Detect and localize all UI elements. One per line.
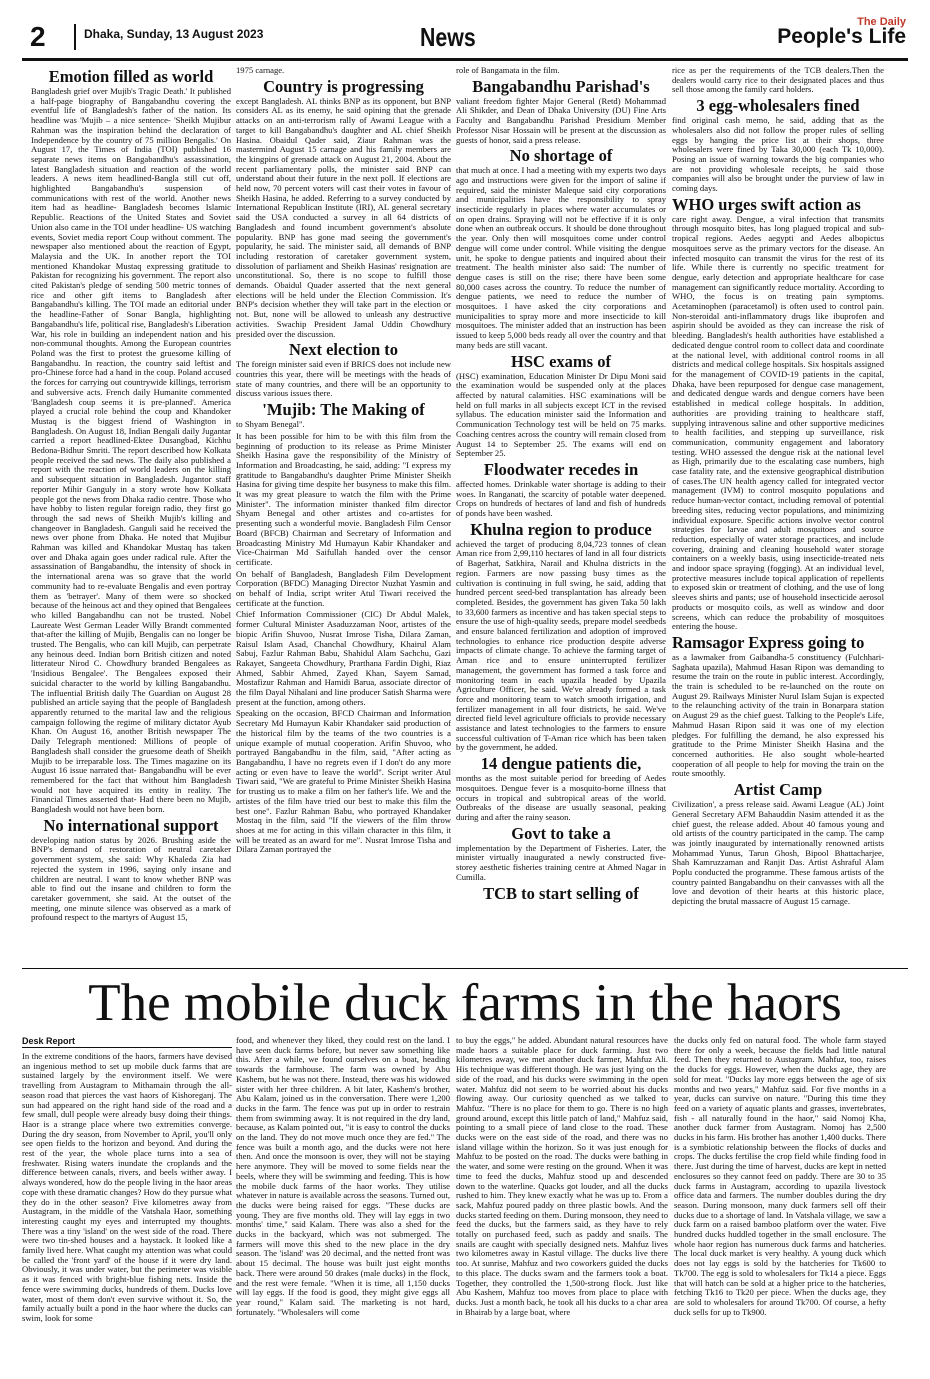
article-text: Civilization', a press release said. Awami League (AL) Joint General Secretary AFM Bahauddin Nasim attended it as the chief guest, the release added. About 40 famous young and old artists of the country participated in the camp. The camp was jointly inaugurated by internationally renowned artists Mohammad Yunus, Tarun Ghosh, Bipool Bhattacharjee, Shah Kamruzzaman and Ranjit Das. Artist Ashraful Alam Poplu conducted the programme. These famous artists of the country painted Bangabandhu on their canvasses with all the love and devotion of their hearts at this historic place, depicting the brutal massacre of August 15 carnage. xyxy=(672,799,884,907)
headline-dengue-patients: 14 dengue patients die, xyxy=(480,754,642,774)
top-rule xyxy=(22,58,908,61)
feature-column-1 xyxy=(22,1052,232,1372)
headline-country-progressing: Country is progressing xyxy=(263,76,424,96)
headline-no-shortage: No shortage of xyxy=(509,146,613,166)
newspaper-logo xyxy=(777,16,906,49)
article-text: It has been possible for him to be with this film from the beginning of production to its release as Prime Minister Sheikh Hasina gave the responsibility of the Ministry of Information and Broadcasting, he said, adding: "I express my gratitude to Bangabandhu's daughter Prime Minister Sheikh Hasina for giving time despite her busyness to make this film. It was my great pleasure to watch the film with the Prime Minister". The information minister thanked film director Shyam Benegal and other artistes and co-artistes for presenting such a wonderful movie. Bangladesh Film Censor Board (BFCB) Chairman and Secretary of Information and Broadcasting Ministry Md Humayun Kabir Khandaker and Vice-Chairman Md Saifullah handed over the censor certificate. xyxy=(236,430,451,567)
article-text: except Bangladesh. AL thinks BNP as its opponent, but BNP considers AL as its enemy, he said opining that the grenade attacks on an anti-terrorism rally of Awami League with a target to kill Bangabandhu's daughter and AL chief Sheikh Hasina. Obaidul Qader said, Ziaur Rahman was the mastermind August 15 carnage and his family members are the kingpins of grenade attack on August 21, 2004. About the recent parliamentary polls, the minister said BNP can understand about their future in the next poll. If elections are held now, 70 percent voters will cast their votes in favour of Sheikh Hasina, he added. Referring to a survey conducted by International Republican Institute (IRI), AL general secretary said the USA conducted a survey in all 64 districts of Bangladesh and found incumbent government's absolute popularity. BNP has gone mad seeing the government's popularity, he said. The minister said, all demands of BNP including restoration of caretaker government system, dissolution of parliament and Sheikh Hasinas' resignation are unconstitutional. So, there is no scope to fulfill those demands. Obaidul Quader asserted that the next general elections will be held under the Election Commission. It's BNP's decision whether they will take part in the election or not. But, none will be allowed to unleash any destructive activities. Swachip President Jamal Uddin Chowdhury presided over the discussion. xyxy=(236,95,451,339)
headline-next-election: Next election to xyxy=(288,340,399,360)
divider xyxy=(74,24,76,50)
column-1 xyxy=(31,66,231,966)
headline-hsc-exams: HSC exams of xyxy=(511,351,611,371)
feature-column-3 xyxy=(456,1036,668,1372)
article-text: find original cash memo, he said, adding that as the wholesalers also did not follow the proper rules of selling eggs by hanging the price list at their shops, three wholesalers were fined by Taka 30,000 (each Tk 10,000). Posing an issue of warning towards the big companies who are not providing wholesale receipts, he said those companies will also be brought under the purview of law in coming days. xyxy=(672,115,884,194)
headline-tcb: TCB to start selling of xyxy=(483,883,639,903)
article-text: developing nation status by 2026. Brushing aside the BNP's demand of restoration of neutral caretaker government system, she said: Why Khaleda Zia had rejected the system in 1996, saying only insane and children are neutral. I want to know whether BNP was able to find out the insane and children to form the caretaker government, she said. At the outset of the meeting, one minute silence was observed as a mark of profound respect to the martyrs of August 15, xyxy=(31,834,231,923)
logo-main: People's Life xyxy=(777,25,906,48)
article-text: On behalf of Bangladesh, Bangladesh Film Development Corporation (BFDC) Managing Director Nuzhat Yasmin and on behalf of India, script writer Atul Tiwari received the certificate at the function. xyxy=(236,568,451,608)
headline-ramsagor: Ramsagor Express going to xyxy=(672,632,865,652)
article-text: as a lawmaker from Gaibandha-5 constituency (Fulchhari-Saghata upazila), Mahmud Hasan Ripon was demanding to resume the train on the route in public interest. Accordingly, the train is scheduled to be re-launched on the route on August 29. Railways Minister Nurul Islam Sujan is expected to the relaunching activity of the train in Bonarpara station on August 29 as the chief guest. Talking to the People's Life, Mahmud Hasan Ripon said it was one of my election pledges. For fulfilling the demand, he also expressed his gratitude to the Prime Minister Sheikh Hasina and the concerned authorities. He also sought whole-hearted cooperation of all people to help for moving the train on the route smoothly. xyxy=(672,651,884,779)
section-rule xyxy=(22,968,908,969)
article-text: Speaking on the occasion, BFCD Chairman and Information Secretary Md Humayun Kabir Khandaker said production of the historical film by the teams of the two countries is a unique example of mutual cooperation. Arifin Shuvoo, who portrayed Bangabandhu in the film, said, "After acting as Bangabandhu, I have no regrets even if I don't do any more acting or even have to leave the world". Script writer Atul Tiwari said, "We are grateful to Prime Minister Sheikh Hasina for trusting us to make a film on her father's life. We and the artistes of the film have tried our best to make this film the best one". Fazlur Rahman Babu, who portrayed Khandaker Mostaq in the film, said "If the viewers of the film throw shoes at me for acting in this villain character in this film, it will be treated as an award for me". Nusrat Imrose Tisha and Dilara Zaman portrayed the xyxy=(236,708,451,855)
article-text: to buy the eggs," he added. Abundant natural resources have made haors a suitable place for duck farming. Just two kilometres away, we met another duck farmer, Mahfuz Ali. His technique was different though. He was just lying on the side of the road, and his ducks were swimming in the open water. Mahfuz did not seem to be worried about his ducks flowing away. Our curiosity quenched as we talked to Mahfuz. "There is no place for them to go. There is no high ground around, except this little patch of land," Mahfuz said, pointing to a small piece of land close to the road. These ducks were on the east side of the road, and there was no island village within the horizon. So it was just enough for Mahfuz to be posted on the road. The ducks were bathing in the water, and some were resting on the ground. When it was time to feed the ducks, Mahfuz stood up and descended down to the waterline. Quacks got louder, and all the ducks rushed to him. They knew exactly what he was up to. From a sack, Mahfuz poured paddy on three plastic bowls. And the ducks started feeding on them. During monsoon, they need to feed the ducks, but the farmers said, as they have to rely totally on purchased feed, such as paddy and snails. The snails are caught with specially designed nets. Mahfuz lives two kilometres away in Kastul village. The ducks live there too. At sunrise, Mahfuz and two coworkers guided the ducks to this place. The ducks swam and the farmers took a boat. Together, they controlled the 1,500-strong flock. Just like Abu Kashem, Mahfuz too moves from place to place with ducks. Just a month back, he took all his ducks to a char area in Bhairab by a large boat, where xyxy=(456,1036,668,1317)
byline: Desk Report xyxy=(22,1036,76,1046)
byline-rule xyxy=(22,1047,232,1048)
dateline: Dhaka, Sunday, 13 August 2023 xyxy=(84,27,264,41)
article-text: 1975 carnage. xyxy=(236,66,285,75)
headline-no-support: No international support xyxy=(43,815,219,835)
headline-mujib-making: 'Mujib: The Making of xyxy=(262,400,425,420)
headline-egg-wholesalers: 3 egg-wholesalers fined xyxy=(696,96,860,116)
article-text: food, and whenever they liked, they could rest on the land. I have seen duck farms before, but never saw something like this. After a while, we found ourselves on a boat, heading towards the farmhouse. The farm was owned by Abu Kashem, but he was not there. Instead, there was his widowed sister with her three children. A bit later, Kashem's brother, Abu Kalam, joined us in the conversation. There were 1,200 ducks in the farm. The fence was put up in order to restrain them from swimming away. It is not required in the dry land, because, as Kalam pointed out, "it is easy to control the ducks on the land. They do not move much once they are fed." The fence was built a month ago, and the ducks were not here then. And once the monsoon is over, they will not be staying here anymore. They will be moved to some fields near the beels, where they will be swimming and feeding. This is how the mobile duck farms of the haor works. They utilise whatever in nature is available across the seasons. Turned out, the ducks were being raised for eggs. "These ducks are young. They are five months old. They will lay eggs in two months' time," said Kalam. There was also a shed for the ducks in the backyard, which was not submerged. The farmers will move this shed to the new place in the dry season. The 'island' was 20 decimal, and the netted front was about 15 decimal. The house was built just eight months back. There were around 50 drakes (male ducks) in the flock, and the rest were female. "When it is time, all 1,150 ducks will lay eggs. If the food is good, they might give eggs all year round," Kalam said. The marketing is not hard, fortunately. "Wholesalers will come xyxy=(236,1036,450,1317)
headline-floodwater: Floodwater recedes in xyxy=(483,459,639,479)
article-text: rice as per the requirements of the TCB dealers.Then the dealers would carry rice to their designated places and thus sell those among the family card holders. xyxy=(672,66,884,95)
feature-column-2 xyxy=(236,1036,450,1372)
article-text: affected homes. Drinkable water shortage is adding to their woes. In Ranganati, the scarcity of potable water deepened. Crops on hundreds of hectares of land and fish of hundreds of ponds have been washed. xyxy=(456,478,666,519)
section-title: News xyxy=(420,22,476,52)
article-text: In the extreme conditions of the haors, farmers have devised an ingenious method to set up mobile duck farms that are sustained largely by the environment itself. We were travelling from Austagram to Mithamain through the all-season road that pierces the vast haors of Kishoreganj. The sun had appeared on the right hand side of the road and a few small, dull people were already busy doing their things. Haor is a strange place where two extremities converge. During the dry season, from November to April, you'll only see open fields to the horizon and beyond. And during the rest of the year, the whole place turns into a sea of freshwater. Rising waters inundate the croplands and the difference between canals, rivers, and beels wither away. I always wondered, how do the people living in the haor areas cope with these dramatic changes? How do they pursue what they do in the other season? Five kilometres away from Austagram, in the middle of the Vatshala Haor, something interesting caught my eyes and interrupted my thoughts. There was a tiny 'island' on the west side of the road. There were two tin-shed houses and a haystack. It looked like a family lived here. What caught my attention was what could be called the 'front yard' of the house if it were dry land. Obviously, it was under water, but the perimeter was visible as it was fenced with bright-blue fishing nets. Inside the fence were swimming ducks, hundreds of them. Ducks love water, most of them don't even survive without it. So, the family actually built a pond in the haor where the ducks can swim, look for some xyxy=(22,1052,232,1323)
article-text: the ducks only fed on natural food. The whole farm stayed there for only a week, because the fields had little natural feed. Then they returned to Austagram. Mahfuz, too, raises the ducks for eggs. However, when the ducks age, they are sold for meat. "Ducks lay more eggs between the age of six months and two years," Mahfuz said. For five months in a year, ducks can survive on nature. "During this time they feed on a variety of aquatic plants and grasses, invertebrates, fish - all naturally found in the haor," said Nomoj Kha, another duck farmer from Austagram. Nomoj has 2,500 ducks in his farm. His brother has another 1,400 ducks. There is a symbiotic relationship between the flocks of ducks and crops. The ducks fertilise the crop field while finding food in there. Just during the time of harvest, ducks are kept in netted enclosures so they cannot feed on paddy. There are 30 to 35 duck farms in Austagram, according to upazila livestock office data and farmers. The number doubles during the dry season. During monsoon, many duck farmers sell off their ducks due to a shortage of land. In Vatshala village, we saw a duck farm on a raised bamboo platform over the water. Five hundred ducks huddled together in the small enclosure. The whole haor region has numerous duck farms and hatcheries. The local duck market is very healthy. A young duck which does not lay eggs is sold by the hatcheries for Tk600 to Tk700. The egg is sold to wholesalers for Tk14 a piece. Eggs that will hatch can be sold at a higher price to the hatcheries, fetching Tk16 to Tk20 per piece. When the ducks age, they are sold to wholesalers for around Tk700. Of course, a hefty duck sells for up to Tk900. xyxy=(674,1036,886,1317)
headline-bangabandhu-parishad: Bangabandhu Parishad's xyxy=(472,76,650,96)
masthead xyxy=(22,16,908,54)
column-4 xyxy=(672,66,884,966)
feature-column-4 xyxy=(674,1036,886,1372)
article-text: The foreign minister said even if BRICS does not include new countries this year, there will be meetings with the heads of state of many countries, and there will be an opportunity to discuss various issues there. xyxy=(236,359,451,399)
article-text: that much at once. I had a meeting with my experts two days ago and instructions were given for the import of saline if required, said the minister Maleque said city corporations and municipalities have the responsibility to spray insecticide regularly in places where water accumulates or on open drains. Spraying will not be effective if it is only done when an outbreak occurs. It should be done throughout the year. Only then will mosquitoes come under control dengue will come under control. While visiting the dengue unit, he spoke to dengue patients and inquired about their treatment. The health minister also said: The number of dengue cases is still on the rise; there have been some 80,000 cases across the country. To reduce the number of dengue patients, we need to reduce the number of mosquitoes. I have asked the city corporations and municipalities to spray more and more insecticide to kill mosquitoes. The minister added that an instruction has been issued to keep 5,000 beds ready all over the country and that many beds are still vacant. xyxy=(456,165,666,350)
article-text: care right away. Dengue, a viral infection that transmits through mosquito bites, has long plagued tropical and sub-tropical regions. Aedes aegypti and Aedes albopictus mosquitoes serve as the primary vectors for the disease. An infected mosquito can transmit the virus for the rest of its life. While there is currently no specific treatment for dengue, early detection and appropriate healthcare for case management can significantly reduce mortality. According to WHO, the focus is on treating pain symptoms. Acetaminophen (paracetamol) is often used to control pain. Non-steroidal anti-inflammatory drugs like ibuprofen and aspirin should be avoided as they can increase the risk of bleeding. Bangladesh's health authorities have established a dedicated dengue control room to collect data and coordinate at the national level, with additional control rooms in all districts and medical college hospitals. Six hospitals assigned for the management of COVID-19 patients in the capital, Dhaka, have been repurposed for dengue case management, and dedicated dengue wards and dengue corners have been established in medical college hospitals. In addition, authorities are providing training to healthcare staff, supplying intravenous saline and other supportive medicines to health facilities, and stepping up surveillance, risk communication, community engagement and laboratory testing. WHO assessed the dengue risk at the national level as High, primarily due to the escalating case numbers, high case fatality rate, and the extensive geographical distribution of cases.The UN health agency called for integrated vector management (IVM) to control mosquito populations and reduce human-vector contact, including removal of potential breeding sites, reducing vector populations, and minimizing individual exposure. Specific actions involve vector control strategies for larvae and adult mosquitoes and source reduction, especially of water storage practices, and include covering, draining and cleaning household water storage containers on a weekly basis, using insecticide-treated nets and indoor space spraying (fogging). At an individual level, protective measures include topical application of repellents to exposed skin or treatment of clothing, and the use of long sleeves shirts and pants; use of household insecticide aerosol products or mosquito coils, as well as window and door screens, which can reduce the probability of mosquitoes entering the house. xyxy=(672,213,884,632)
page-number: 2 xyxy=(30,21,46,52)
column-3 xyxy=(456,66,666,966)
logo-top: The Daily xyxy=(857,16,906,28)
article-text: achieved the target of producing 8,04,723 tonnes of clean Aman rice from 2,99,110 hectares of land in all four districts of Bagerhat, Satkhira, Narail and Khulna districts in the region. Farmers are now passing busy times as the cultivation is continuing in full swing, he said, adding that hundred percent seed-bed transplantation has already been completed. Besides, the government has given Taka 50 lakh to 33,600 farmers as incentive and has taken special steps to ensure the use of high-quality seeds, prepare model seedbeds and ensure balanced fertilization and adoption of improved technologies to enhance rice production despite adverse impacts of climate change. To achieve the farming target of Aman rice and to ensure uninterrupted fertilizer management, the government has formed a task force and monitoring team in each upazila headed by Upazila Agriculture Officer, he said. We've already formed a task force and monitoring team to watch smooth irrigation, and fertilizer management in all four districts, he said. We've directed field level agriculture officials to provide necessary assistance and latest technologies to the farmers to ensure successful cultivation of T-Aman rice which has been taken by the government, he added. xyxy=(456,538,666,753)
article-text: Bangladesh grief over Mujib's Tragic Death.' It published a half-page biography of Bangabandhu covering the eventful life of Bangladesh's father of the nation. Its headline was 'Mujib – a nice sentence- 'Sheikh Mujibur Rahman was the inspiration behind the declaration of Independence by the country of 75 million Bengalis.' On August 17, the Times of India (TOI) published 16 separate news items on Bangabandhu's assassination, latest Bangladesh situation and reaction of the world leaders. A news item headlined-Bangla still cut off, highlighted Bangabandhu's suspension of communications with rest of the world. Another news item had as headline- Bangladesh becomes Islamic Republic. Reactions of the United States and Soviet Union also came in the TOI under headline- US watching events, Soviet media report Coup without comment. The newspaper also mentioned about the reaction of Egypt, Malaysia and the UK. In another report the TOI mentioned Khandokar Mustaq expressing gratitude to Pakistan for recognizing his government. The report also cited Pakistan's pledge of sending 500 metric tonnes of rice and other gift items to Bangladesh after Bangabandhu's killing. The TOI made an editorial under the headline-Father of Sonar Bangla, highlighting Bangabandhu's life, political rise, Bangladesh's Liberation War, his role in building an independent nation and his non-communal thoughts. Among the European countries Poland was the first to protest the gruesome killing of Bangabandhu. In reaction, the country said leftist and pro-Chinese force had a hand in the coup. Poland accused the forces for carrying out countrywide killings, terrorism and subversive acts. French daily Humanite commented 'Bangladesh coup seems it is pre-planned'. America played a crucial role behind the coup and Khandoker Mustaq is the biggest friend of Washington in Bangladesh. On August 18, Indian Bengali daily Jugantar carried a report headlined-Ektee Dusangbad, Kichhu Bedona-Bidhur Smriti. The report described how Kolkata people received the sad news. The daily also published a report with the reaction of world leaders on the killing and subsequent situation in Bangladesh. Jugantor staff reporter Mihir Ganguly in a story wrote how Kolkata people got the news from Dhaka radio centre. Those who have hobby to listen regular foreign radio, they first go through the sad news of Sheikh Mujib's killing and changeover in Bangladesh. Ganguli said he received the news over phone from Dhaka. He noted that Mujibur Rahman was killed and Khandokar Mustaq has taken over and Dhaka again goes under radical rule. After the assassination of Bangabandhu, the intensity of shock in the international arena was so grave that the world community had to re-evaluate Bengalis and even portray them as 'betrayer'. Many of them were so shocked because of the heinous act and they opined that Bengalees who killed Bangabandhu can not be trusted. Nobel Laureate West German Leader Willy Brandt commented that-after the killing of Mujib, Bengalis can no longer be trusted. The Bengalis, who can kill Mujib, can perpetrate any heinous deed. Indian born British citizen and noted litterateur Nirod C. Chowdhury branded Bengalees as 'Insidious Bengalee'. The Bengalees exposed their suicidal character to the world by killing Bangabandhu. The influential British daily The Guardian on August 28 published an article saying that the people of Bangladesh apparently returned to the marital law and the religious campaign following the regime of military dictator Ayub Khan. On August 16, another British newspaper The Daily Telegraph mentioned: Millions of people of Bangladesh shall consider the gruesome death of Sheikh Mujib to be irreparable loss. The Times magazine on its August 16 issue narrated that- Bangabandhu will be ever remembered for the fact that without him Bangladesh would not have acquired its entity in reality. The Financial Times asserted that- Had there been no Mujib, Bangladesh would not have been born. xyxy=(31,86,231,815)
headline-khulna: Khulna region to produce xyxy=(470,519,652,539)
article-text: valiant freedom fighter Major General (Retd) Mohammad Ali Shikder, and Dean of Dhaka University (DU) Fine Arts Faculty and Bangabandhu Parishad Presidium Member Professor Nisar Hossain will be present at the discussion as guests of honor, said a press release. xyxy=(456,95,666,145)
article-text: months as the most suitable period for breeding of Aedes mosquitoes. Dengue fever is a mosquito-borne illness that occurs in tropical and subtropical areas of the world. Outbreaks of the disease are usually seasonal, peaking during and after the rainy season. xyxy=(456,773,666,822)
headline-govt-take: Govt to take a xyxy=(511,823,611,843)
headline-artist-camp: Artist Camp xyxy=(733,780,823,800)
article-text: role of Bangamata in the film. xyxy=(456,66,560,75)
article-text: (HSC) examination, Education Minister Dr Dipu Moni said the examination would be suspended only at the places affected by natural calamities. HSC examinations will be held on full marks in all subjects except ICT in the revised syllabus. The education minister said the Information and Communication Technology test will be held on 75 marks. Coaching centres across the country will remain closed from August 14 to September 25. The exams will end on September 25. xyxy=(456,370,666,459)
feature-headline: The mobile duck farms in the haors xyxy=(88,974,842,1032)
headline-emotion: Emotion filled as world xyxy=(48,67,214,86)
article-text: implementation by the Department of Fisheries. Later, the minister virtually inaugurated a newly constructed five-storey aesthetic fisheries training centre at Ahmed Nagar in Cumilla. xyxy=(456,842,666,882)
article-text: Chief Information Commissioner (CIC) Dr Abdul Malek, former Cultural Minister Asaduzzaman Noor, artistes of the biopic Arifin Shuvoo, Nusrat Imrose Tisha, Dilara Zaman, Raisul Islam Asad, Chanchal Chowdhury, Khairul Alam Sabuj, Fazlur Rahman Babu, Shahidul Alam Sachchu, Gazi Rakayet, Sangeeta Chowdhury, Prarthana Fardin Dighi, Riaz Ahmed, Sabbir Ahmed, Zayed Khan, Sayem Samad, Mostafizur Rahman and Hamidi Barua, associate director of the film Dayal Nihalani and line producer Satish Sharma were present at the function, among others. xyxy=(236,609,451,707)
column-2 xyxy=(236,66,451,966)
article-text: to Shyam Benegal". xyxy=(236,419,305,430)
headline-who-urges: WHO urges swift action as xyxy=(672,194,861,214)
